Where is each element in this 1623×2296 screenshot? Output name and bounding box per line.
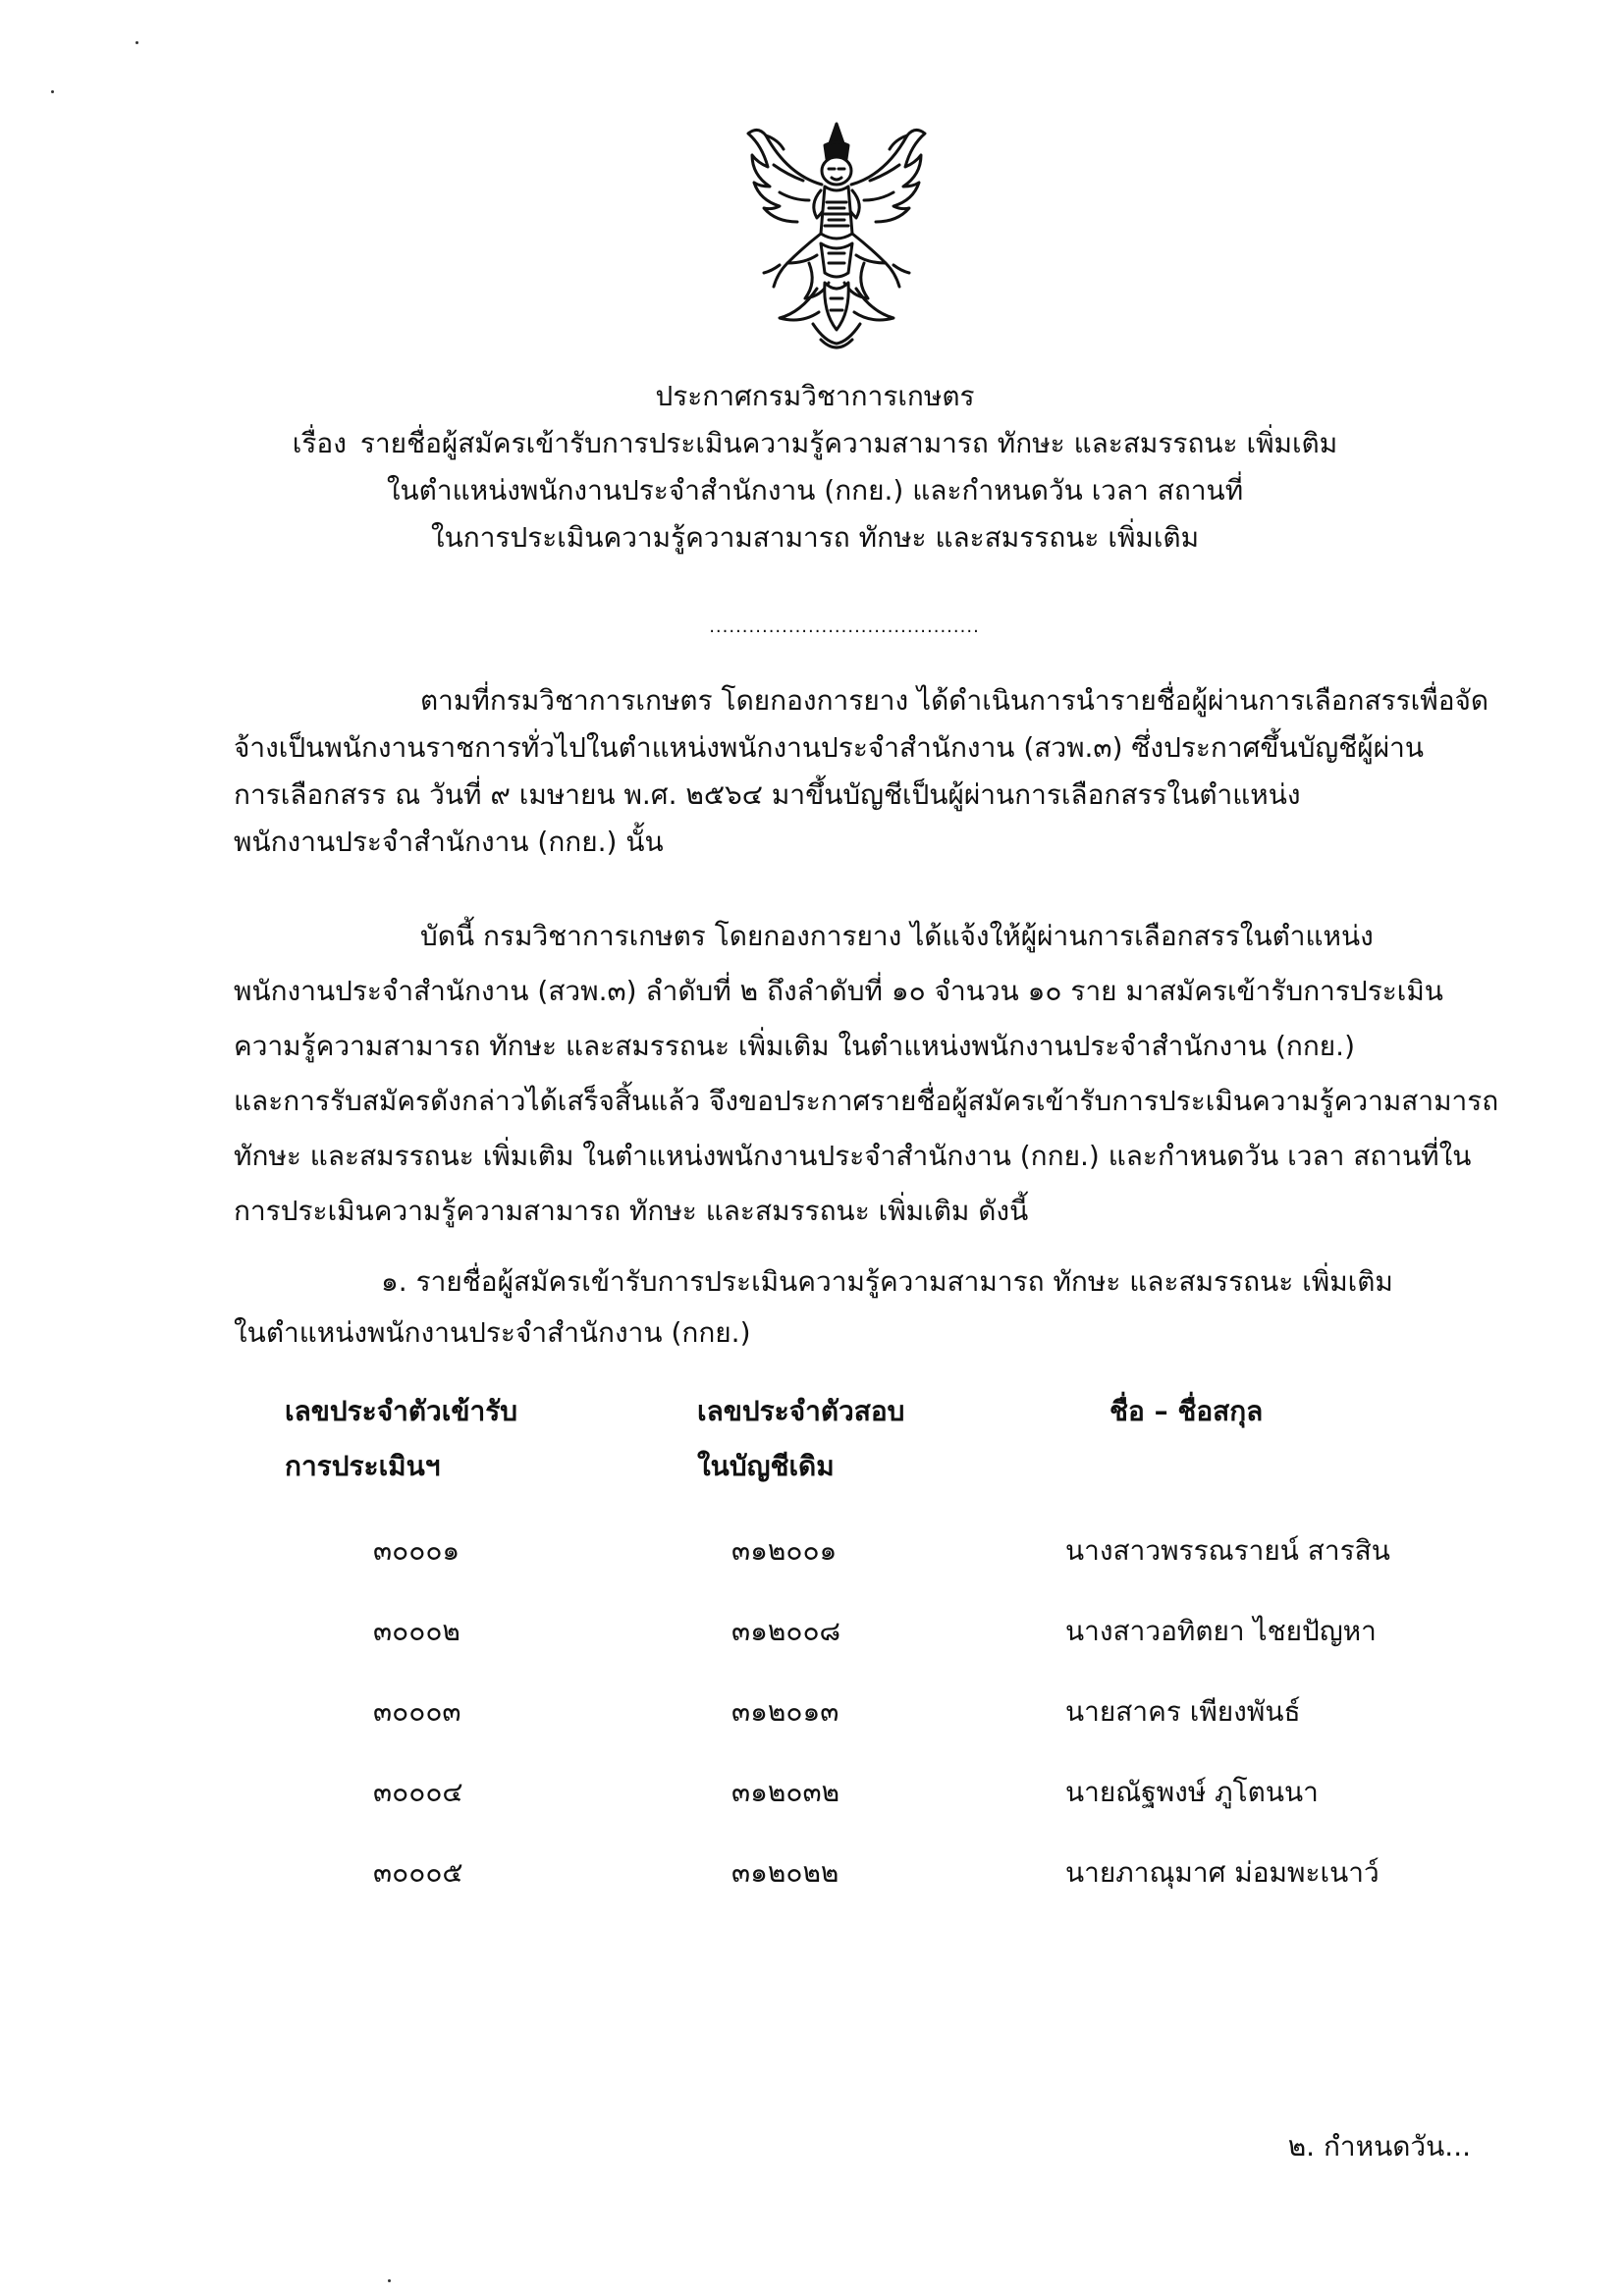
column-header-old-exam-id	[697, 1384, 904, 1494]
section-1-heading	[234, 1258, 1451, 1357]
paragraph-line: จ้างเป็นพนักงานราชการทั่วไปในตำแหน่งพนักงานประจำสำนักงาน (สวพ.๓) ซึ่งประกาศขึ้นบัญชีผู้ผ่าน	[234, 731, 1424, 764]
paragraph-line: พนักงานประจำสำนักงาน (สวพ.๓) ลำดับที่ ๒ ถึงลำดับที่ ๑๐ จำนวน ๑๐ ราย มาสมัครเข้ารับการประเมิน	[234, 975, 1443, 1007]
column-header-line: ในบัญชีเดิม	[697, 1450, 835, 1482]
subject-line-2: ในตำแหน่งพนักงานประจำสำนักงาน (กกย.) และกำหนดวัน เวลา สถานที่	[386, 474, 1244, 507]
announcement-header	[226, 373, 1404, 561]
paragraph-line: การประเมินความรู้ความสามารถ ทักษะ และสมรรถนะ เพิ่มเติม ดังนี้	[234, 1195, 1029, 1227]
subject-text: รายชื่อผู้สมัครเข้ารับการประเมินความรู้ความสามารถ ทักษะ และสมรรถนะ เพิ่มเติม	[359, 427, 1338, 459]
applicant-id: ๓๐๐๐๑	[373, 1534, 460, 1567]
scan-speck	[388, 2279, 391, 2282]
subject-label: เรื่อง	[292, 427, 347, 459]
paragraph-line: ความรู้ความสามารถ ทักษะ และสมรรถนะ เพิ่มเติม ในตำแหน่งพนักงานประจำสำนักงาน (กกย.)	[234, 1030, 1355, 1062]
column-header-applicant-id	[285, 1384, 517, 1494]
paragraph-line: บัดนี้ กรมวิชาการเกษตร โดยกองการยาง ได้แจ้งให้ผู้ผ่านการเลือกสรรในตำแหน่ง	[420, 920, 1374, 952]
column-header-line: เลขประจำตัวสอบ	[697, 1395, 905, 1427]
old-exam-id: ๓๑๒๐๐๘	[731, 1615, 841, 1647]
header-separator: .........................................	[709, 616, 980, 637]
column-header-line: เลขประจำตัวเข้ารับ	[285, 1395, 518, 1427]
column-header-full-name	[1109, 1384, 1263, 1439]
paragraph-line: และการรับสมัครดังกล่าวได้เสร็จสิ้นแล้ว จึงขอประกาศรายชื่อผู้สมัครเข้ารับการประเมินความรู้ความสามารถ	[234, 1085, 1499, 1117]
full-name: นายณัฐพงษ์ ภูโตนนา	[1065, 1776, 1319, 1808]
full-name: นายภาณุมาศ ม่อมพะเนาว์	[1065, 1856, 1380, 1889]
old-exam-id: ๓๑๒๐๐๑	[731, 1534, 838, 1567]
applicant-id: ๓๐๐๐๓	[373, 1695, 461, 1728]
section-line: ๑. รายชื่อผู้สมัครเข้ารับการประเมินความรู้ความสามารถ ทักษะ และสมรรถนะ เพิ่มเติม	[381, 1265, 1393, 1298]
applicant-id: ๓๐๐๐๒	[373, 1615, 460, 1647]
subject-line-3: ในการประเมินความรู้ความสามารถ ทักษะ และสมรรถนะ เพิ่มเติม	[430, 521, 1200, 554]
applicant-id: ๓๐๐๐๔	[373, 1776, 463, 1808]
paragraph-line: การเลือกสรร ณ วันที่ ๙ เมษายน พ.ศ. ๒๕๖๔ มาขึ้นบัญชีเป็นผู้ผ่านการเลือกสรรในตำแหน่ง	[234, 778, 1301, 811]
full-name: นายสาคร เพียงพันธ์	[1065, 1695, 1301, 1728]
paragraph-line: ทักษะ และสมรรถนะ เพิ่มเติม ในตำแหน่งพนักงานประจำสำนักงาน (กกย.) และกำหนดวัน เวลา สถานที่ใน	[234, 1140, 1472, 1172]
column-header-line: ชื่อ – ชื่อสกุล	[1109, 1395, 1264, 1427]
section-line: ในตำแหน่งพนักงานประจำสำนักงาน (กกย.)	[234, 1316, 751, 1349]
page-continuation: ๒. กำหนดวัน...	[1287, 2130, 1471, 2163]
subject-line	[226, 420, 1404, 467]
column-header-line: การประเมินฯ	[285, 1450, 441, 1482]
old-exam-id: ๓๑๒๐๑๓	[731, 1695, 839, 1728]
paragraph-announcement	[234, 913, 1499, 1235]
old-exam-id: ๓๑๒๐๒๒	[731, 1856, 839, 1889]
applicant-id: ๓๐๐๐๕	[373, 1856, 463, 1889]
full-name: นางสาวพรรณรายน์ สารสิน	[1065, 1534, 1390, 1567]
scan-speck	[51, 90, 54, 93]
garuda-emblem-icon	[719, 116, 954, 361]
full-name: นางสาวอทิตยา ไชยปัญหา	[1065, 1615, 1377, 1647]
paragraph-line: พนักงานประจำสำนักงาน (กกย.) นั้น	[234, 826, 664, 858]
paragraph-intro	[234, 677, 1489, 866]
old-exam-id: ๓๑๒๐๓๒	[731, 1776, 840, 1808]
scan-speck	[135, 41, 138, 44]
issuer-title: ประกาศกรมวิชาการเกษตร	[655, 380, 975, 412]
paragraph-line: ตามที่กรมวิชาการเกษตร โดยกองการยาง ได้ดำเนินการนำรายชื่อผู้ผ่านการเลือกสรรเพื่อจัด	[420, 684, 1489, 717]
